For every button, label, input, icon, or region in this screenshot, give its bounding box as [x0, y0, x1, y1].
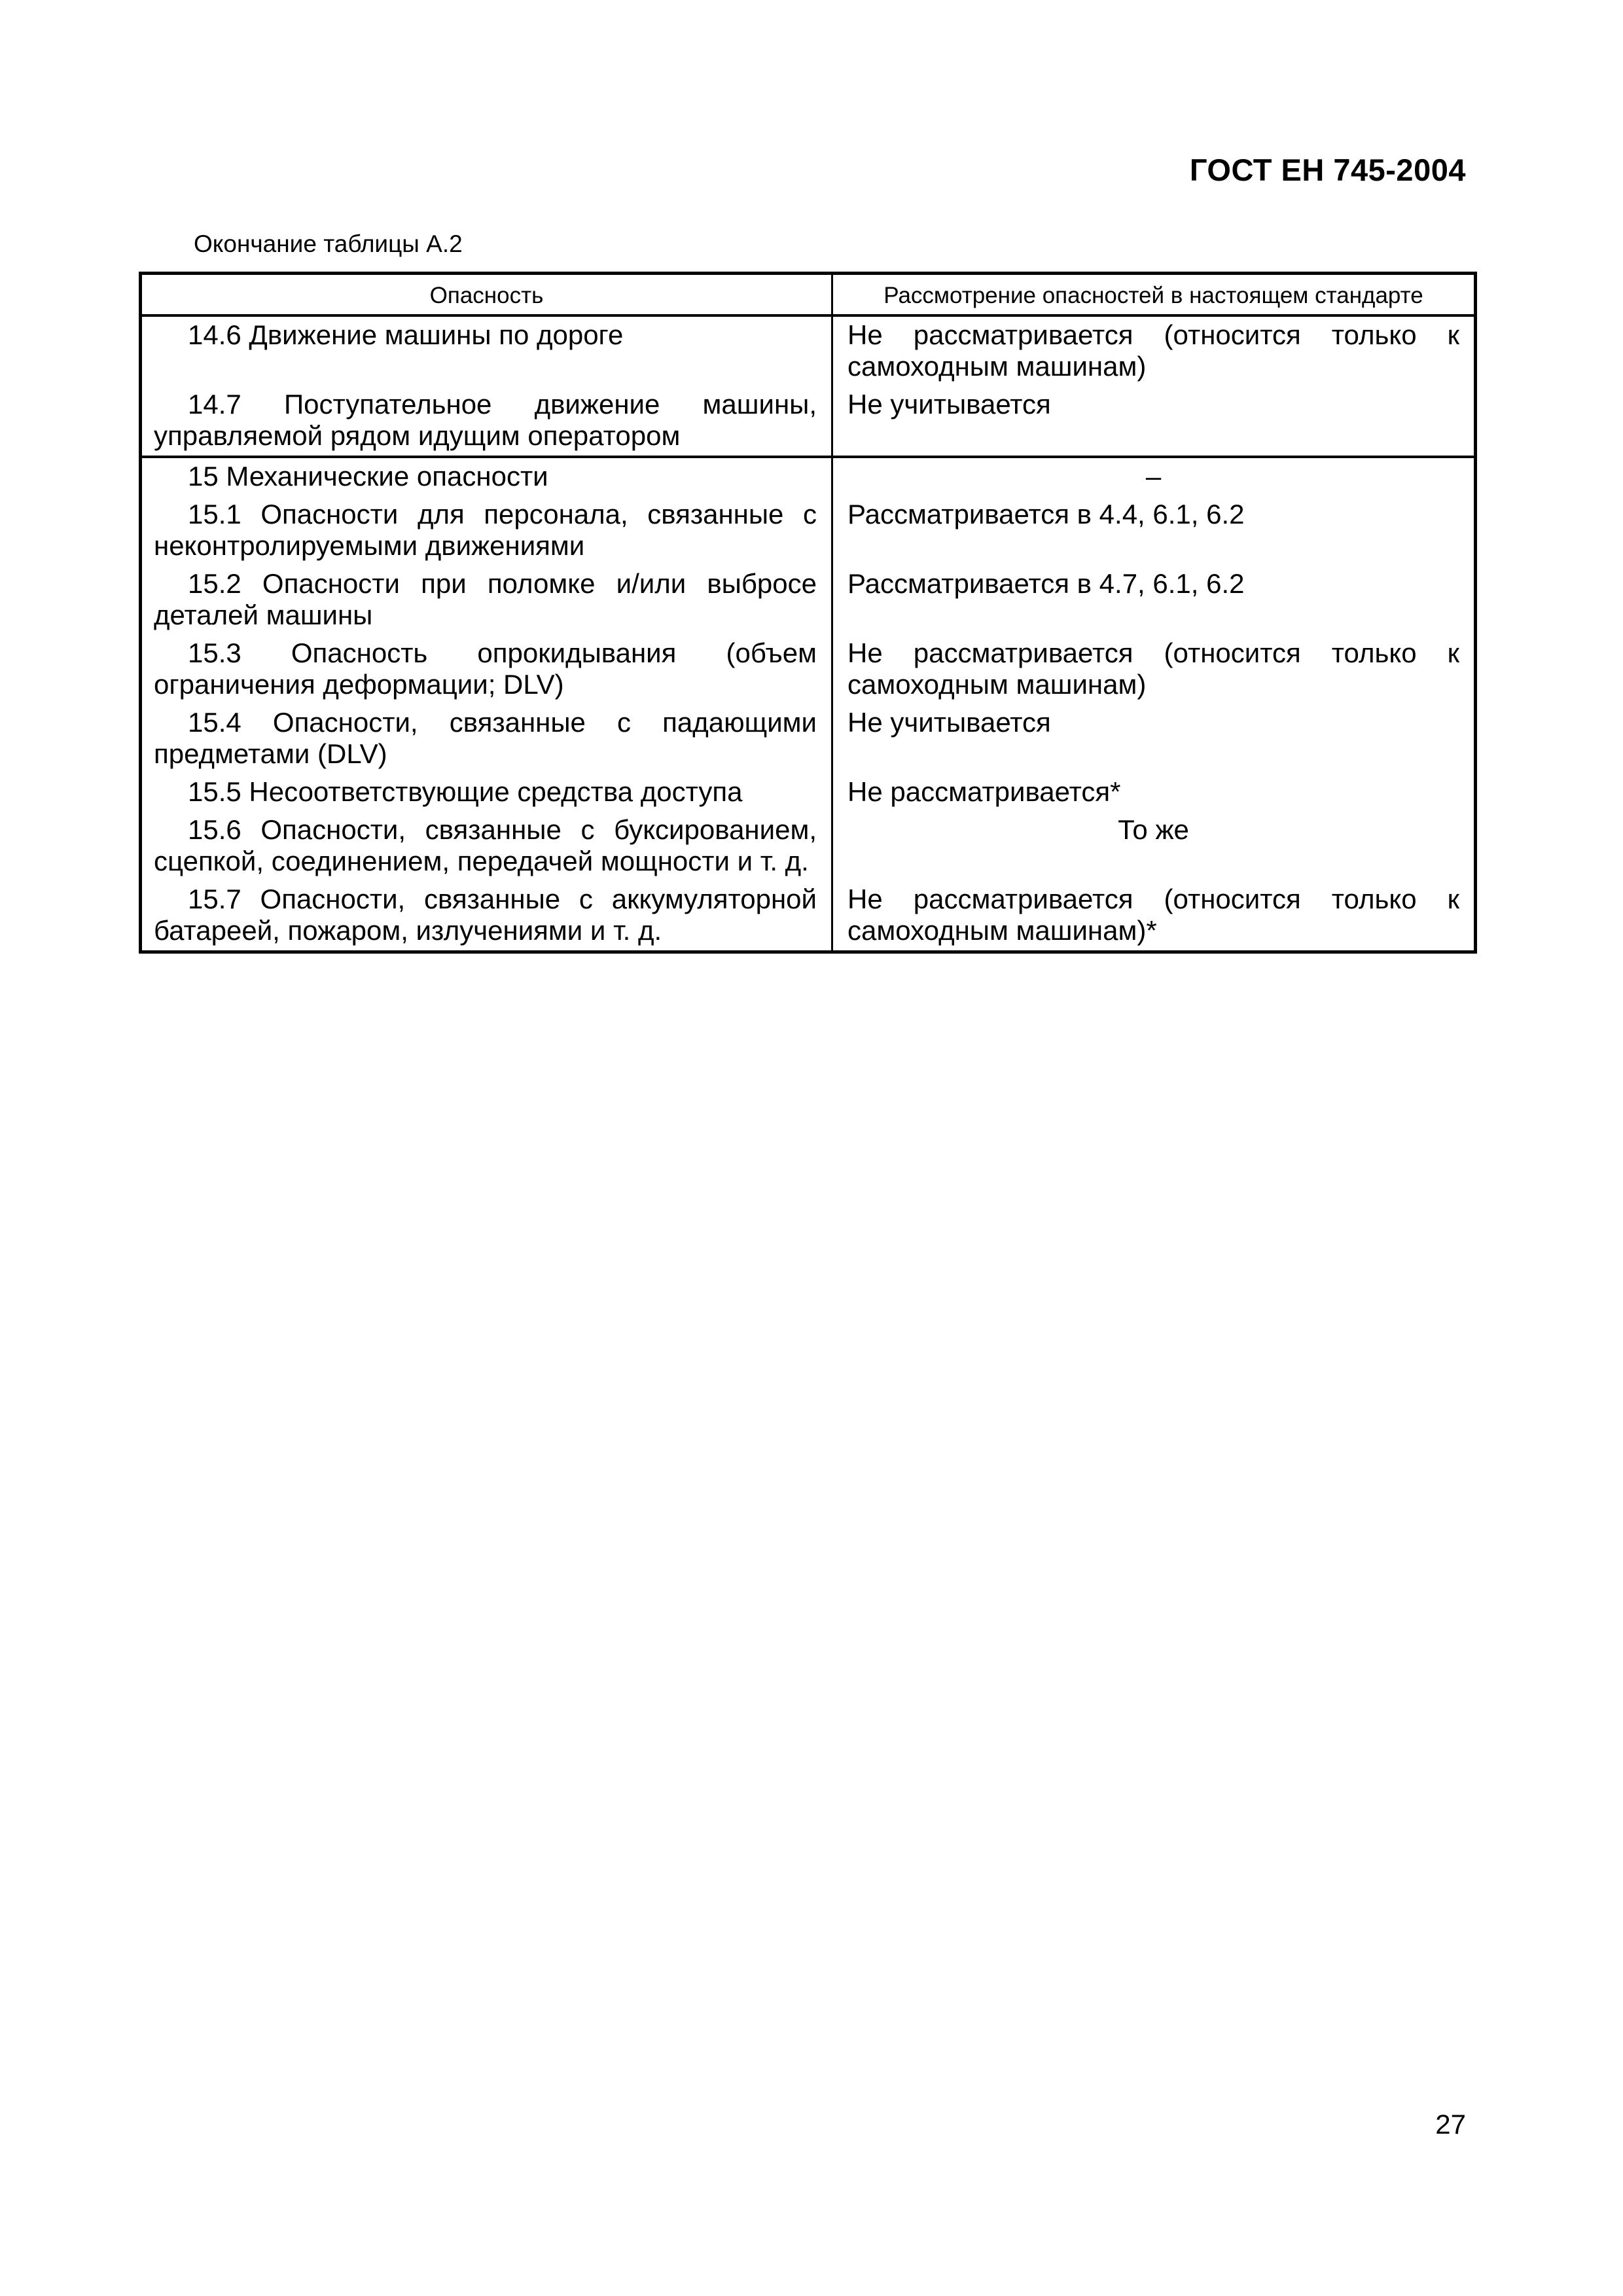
table-body	[141, 315, 1476, 952]
table-row	[141, 496, 1476, 565]
table-row	[141, 881, 1476, 952]
treatment-cell: Не учитывается	[832, 704, 1476, 774]
page-number: 27	[1435, 2109, 1466, 2140]
table-row	[141, 774, 1476, 812]
table-row	[141, 635, 1476, 704]
treatment-cell: Не рассматривается (относится только к самоходным машинам)	[832, 635, 1476, 704]
hazard-cell: 15.2 Опасности при поломке и/или выбросе деталей машины	[141, 565, 832, 635]
treatment-cell: Рассматривается в 4.7, 6.1, 6.2	[832, 565, 1476, 635]
hazard-cell: 15.7 Опасности, связанные с аккумуляторной батареей, пожаром, излучениями и т. д.	[141, 881, 832, 952]
document-code: ГОСТ ЕН 745-2004	[1189, 152, 1466, 187]
table-row	[141, 386, 1476, 457]
hazard-cell: 15.5 Несоответствующие средства доступа	[141, 774, 832, 812]
table-row	[141, 457, 1476, 496]
treatment-cell: Не рассматривается (относится только к самоходным машинам)	[832, 315, 1476, 386]
table-row	[141, 565, 1476, 635]
hazard-cell: 14.6 Движение машины по дороге	[141, 315, 832, 386]
table-row	[141, 812, 1476, 881]
hazard-cell: 15.3 Опасность опрокидывания (объем ограничения деформации; DLV)	[141, 635, 832, 704]
hazard-cell: 15 Механические опасности	[141, 457, 832, 496]
column-header-treatment: Рассмотрение опасностей в настоящем стандарте	[832, 274, 1476, 316]
table-row	[141, 315, 1476, 386]
table-header-row	[141, 274, 1476, 316]
treatment-cell: Не учитывается	[832, 386, 1476, 457]
hazards-table	[139, 272, 1477, 954]
treatment-cell: –	[832, 457, 1476, 496]
table-row	[141, 704, 1476, 774]
treatment-cell: Не рассматривается (относится только к самоходным машинам)*	[832, 881, 1476, 952]
hazard-cell: 15.6 Опасности, связанные с буксированием, сцепкой, соединением, передачей мощности и т. д.	[141, 812, 832, 881]
treatment-cell: Не рассматривается*	[832, 774, 1476, 812]
treatment-cell: Рассматривается в 4.4, 6.1, 6.2	[832, 496, 1476, 565]
hazard-cell: 15.4 Опасности, связанные с падающими предметами (DLV)	[141, 704, 832, 774]
hazard-cell: 14.7 Поступательное движение машины, управляемой рядом идущим оператором	[141, 386, 832, 457]
treatment-cell: То же	[832, 812, 1476, 881]
column-header-hazard: Опасность	[141, 274, 832, 316]
hazard-cell: 15.1 Опасности для персонала, связанные с неконтролируемыми движениями	[141, 496, 832, 565]
table-caption: Окончание таблицы А.2	[194, 230, 463, 257]
